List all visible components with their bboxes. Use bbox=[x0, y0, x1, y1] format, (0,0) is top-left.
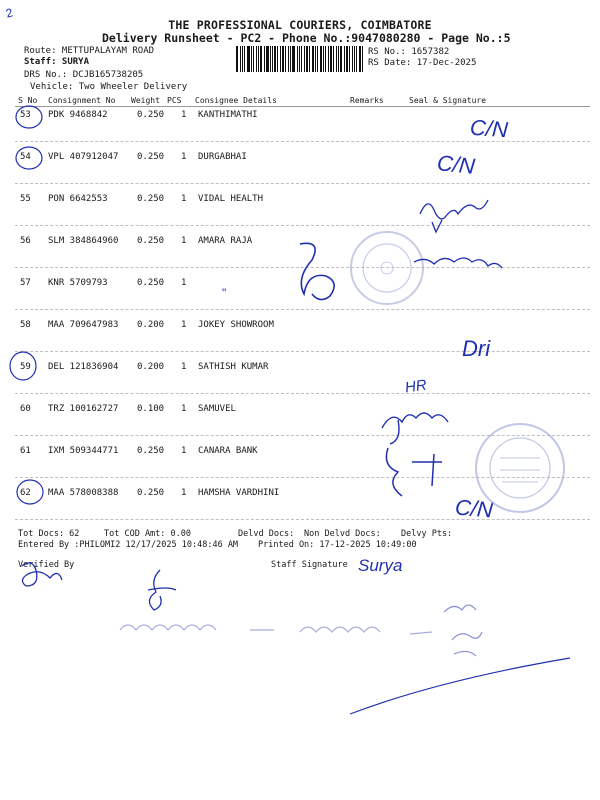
signature-scribble-61 bbox=[386, 448, 442, 496]
signature-scribble-60 bbox=[382, 413, 448, 444]
barcode-bar bbox=[260, 46, 262, 72]
cell-pcs: 1 bbox=[181, 278, 187, 288]
barcode-bar bbox=[244, 46, 246, 72]
signature-row-54: C/N bbox=[435, 150, 477, 179]
cell-weight: 0.250 bbox=[137, 110, 165, 120]
cell-consignee: SAMUVEL bbox=[198, 404, 236, 414]
barcode-bar bbox=[264, 46, 265, 72]
cell-consignment: TRZ 100162727 bbox=[48, 404, 119, 414]
barcode-bar bbox=[266, 46, 269, 72]
cell-weight: 0.250 bbox=[137, 278, 165, 288]
cell-weight: 0.250 bbox=[137, 152, 165, 162]
row-divider bbox=[15, 351, 590, 352]
barcode-bar bbox=[315, 46, 316, 72]
barcode-bar bbox=[277, 46, 278, 72]
barcode-bar bbox=[362, 46, 363, 72]
rs-number: RS No.: 1657382 bbox=[368, 47, 450, 57]
col-remarks: Remarks bbox=[350, 96, 384, 105]
barcode-bar bbox=[282, 46, 284, 72]
barcode-bar bbox=[274, 46, 276, 72]
col-seal-signature: Seal & Signature bbox=[409, 96, 487, 105]
barcode-bar bbox=[349, 46, 350, 72]
col-consignee: Consignee Details bbox=[195, 96, 277, 105]
barcode-bar bbox=[253, 46, 254, 72]
barcode-bar bbox=[242, 46, 243, 72]
runsheet-subtitle: Delivery Runsheet - PC2 - Phone No.:9047080280 - Page No.:5 bbox=[102, 31, 511, 45]
cell-consignee: HAMSHA VARDHINI bbox=[198, 488, 280, 498]
barcode-bar bbox=[299, 46, 300, 72]
signature-scribble-center bbox=[148, 570, 176, 610]
signature-row-58: Dri bbox=[462, 336, 491, 361]
barcode-bar bbox=[288, 46, 289, 72]
col-pcs: PCS bbox=[167, 96, 182, 105]
barcode-bar bbox=[323, 46, 324, 72]
barcode-bar bbox=[285, 46, 287, 72]
signature-scribble-55 bbox=[420, 200, 488, 232]
cell-sno: 58 bbox=[20, 320, 31, 330]
barcode-bar bbox=[312, 46, 315, 72]
entered-by: Entered By :PHILOMI2 12/17/2025 10:48:46 AM bbox=[18, 540, 239, 550]
cell-consignment: VPL 407912047 bbox=[48, 152, 119, 162]
barcode-bar bbox=[240, 46, 241, 72]
barcode-bar bbox=[359, 46, 361, 72]
cell-pcs: 1 bbox=[181, 362, 187, 372]
barcode-bar bbox=[336, 46, 337, 72]
tot-cod-amt: Tot COD Amt: 0.00 bbox=[104, 529, 191, 539]
row-divider bbox=[15, 225, 590, 226]
cell-consignment: IXM 509344771 bbox=[48, 446, 119, 456]
barcode-bar bbox=[297, 46, 299, 72]
barcode-bar bbox=[333, 46, 334, 72]
cell-pcs: 1 bbox=[181, 446, 187, 456]
barcode-bar bbox=[258, 46, 260, 72]
barcode-bar bbox=[292, 46, 295, 72]
cell-sno: 60 bbox=[20, 404, 31, 414]
cell-weight: 0.200 bbox=[137, 320, 165, 330]
cell-consignee: DURGABHAI bbox=[198, 152, 247, 162]
cell-pcs: 1 bbox=[181, 194, 187, 204]
col-sno: S No bbox=[18, 96, 38, 105]
cell-consignment: DEL 121836904 bbox=[48, 362, 119, 372]
staff-signature-label: Staff Signature bbox=[271, 560, 348, 570]
col-consignment: Consignment No bbox=[48, 96, 116, 105]
barcode-bar bbox=[344, 46, 345, 72]
barcode-bar bbox=[352, 46, 353, 72]
cell-consignment: PDK 9468842 bbox=[48, 110, 108, 120]
row-divider bbox=[15, 435, 590, 436]
barcode-bar bbox=[301, 46, 302, 72]
barcode-bar bbox=[356, 46, 357, 72]
row-divider bbox=[15, 309, 590, 310]
barcode-bar bbox=[328, 46, 330, 72]
signature-row-59: HR bbox=[403, 376, 428, 397]
cell-consignment: PON 6642553 bbox=[48, 194, 108, 204]
cell-consignment: KNR 5709793 bbox=[48, 278, 108, 288]
staff-signature-handwritten: Surya bbox=[358, 556, 403, 575]
printed-on: Printed On: 17-12-2025 10:49:00 bbox=[258, 540, 417, 550]
barcode-bar bbox=[236, 46, 238, 72]
cell-consignment: MAA 578008388 bbox=[48, 488, 119, 498]
barcode-bar bbox=[346, 46, 348, 72]
remark-57-handwritten: " bbox=[222, 286, 227, 300]
cell-weight: 0.200 bbox=[137, 362, 165, 372]
cell-pcs: 1 bbox=[181, 404, 187, 414]
barcode-bar bbox=[306, 46, 308, 72]
cell-consignee: AMARA RAJA bbox=[198, 236, 253, 246]
drs-number: DRS No.: DCJB165738205 bbox=[24, 70, 144, 80]
cell-weight: 0.250 bbox=[137, 236, 165, 246]
cell-pcs: 1 bbox=[181, 236, 187, 246]
barcode-bar bbox=[272, 46, 273, 72]
page-mark-handwritten: 2 bbox=[4, 5, 15, 21]
cell-weight: 0.100 bbox=[137, 404, 165, 414]
cell-consignee: SATHISH KUMAR bbox=[198, 362, 269, 372]
row-divider bbox=[15, 267, 590, 268]
signature-scribble-57 bbox=[300, 243, 334, 299]
barcode-bar bbox=[247, 46, 250, 72]
row-divider bbox=[15, 393, 590, 394]
barcode bbox=[236, 46, 364, 72]
barcode-bar bbox=[338, 46, 339, 72]
cell-consignee: CANARA BANK bbox=[198, 446, 258, 456]
barcode-bar bbox=[280, 46, 281, 72]
stamp-seal-top bbox=[351, 232, 423, 304]
cell-consignment: SLM 384864960 bbox=[48, 236, 119, 246]
faint-handwritten-line bbox=[120, 625, 432, 634]
delvy-pts: Delvy Pts: bbox=[401, 529, 453, 539]
staff-label: Staff: SURYA bbox=[24, 57, 90, 67]
cell-pcs: 1 bbox=[181, 320, 187, 330]
row-divider bbox=[15, 519, 590, 520]
signature-scribble-right bbox=[444, 605, 482, 656]
cell-pcs: 1 bbox=[181, 110, 187, 120]
col-weight: Weight bbox=[131, 96, 160, 105]
barcode-bar bbox=[330, 46, 332, 72]
header-divider bbox=[15, 106, 590, 107]
barcode-bar bbox=[340, 46, 343, 72]
cell-sno: 59 bbox=[20, 362, 31, 372]
barcode-bar bbox=[256, 46, 257, 72]
company-title: THE PROFESSIONAL COURIERS, COIMBATORE bbox=[168, 18, 432, 32]
route-label: Route: METTUPALAYAM ROAD bbox=[24, 46, 155, 56]
cell-sno: 56 bbox=[20, 236, 31, 246]
barcode-bar bbox=[270, 46, 271, 72]
row-divider bbox=[15, 183, 590, 184]
row-divider bbox=[15, 477, 590, 478]
tot-docs: Tot Docs: 62 bbox=[18, 529, 80, 539]
cell-consignee: VIDAL HEALTH bbox=[198, 194, 264, 204]
cell-sno: 57 bbox=[20, 278, 31, 288]
cell-consignee: JOKEY SHOWROOM bbox=[198, 320, 274, 330]
vehicle-label: Vehicle: Two Wheeler Delivery bbox=[30, 82, 188, 92]
cell-sno: 53 bbox=[20, 110, 31, 120]
cell-sno: 61 bbox=[20, 446, 31, 456]
signature-row-62: C/N bbox=[454, 494, 494, 523]
pen-stroke-bottom bbox=[350, 658, 570, 714]
delvd-docs: Delvd Docs: bbox=[238, 529, 295, 539]
verified-by-label: Verified By bbox=[18, 560, 75, 570]
barcode-bar bbox=[309, 46, 310, 72]
cell-sno: 54 bbox=[20, 152, 31, 162]
barcode-bar bbox=[290, 46, 291, 72]
barcode-bar bbox=[320, 46, 322, 72]
barcode-bar bbox=[325, 46, 326, 72]
cell-weight: 0.250 bbox=[137, 488, 165, 498]
barcode-bar bbox=[251, 46, 252, 72]
cell-sno: 62 bbox=[20, 488, 31, 498]
rs-date: RS Date: 17-Dec-2025 bbox=[368, 58, 477, 68]
barcode-bar bbox=[304, 46, 305, 72]
cell-sno: 55 bbox=[20, 194, 31, 204]
cell-pcs: 1 bbox=[181, 152, 187, 162]
cell-weight: 0.250 bbox=[137, 446, 165, 456]
barcode-bar bbox=[354, 46, 356, 72]
non-delvd-docs: Non Delvd Docs: bbox=[304, 529, 381, 539]
cell-consignment: MAA 709647983 bbox=[48, 320, 119, 330]
signature-row-53: C/N bbox=[469, 114, 509, 143]
cell-pcs: 1 bbox=[181, 488, 187, 498]
cell-weight: 0.250 bbox=[137, 194, 165, 204]
barcode-bar bbox=[317, 46, 318, 72]
cell-consignee: KANTHIMATHI bbox=[198, 110, 258, 120]
